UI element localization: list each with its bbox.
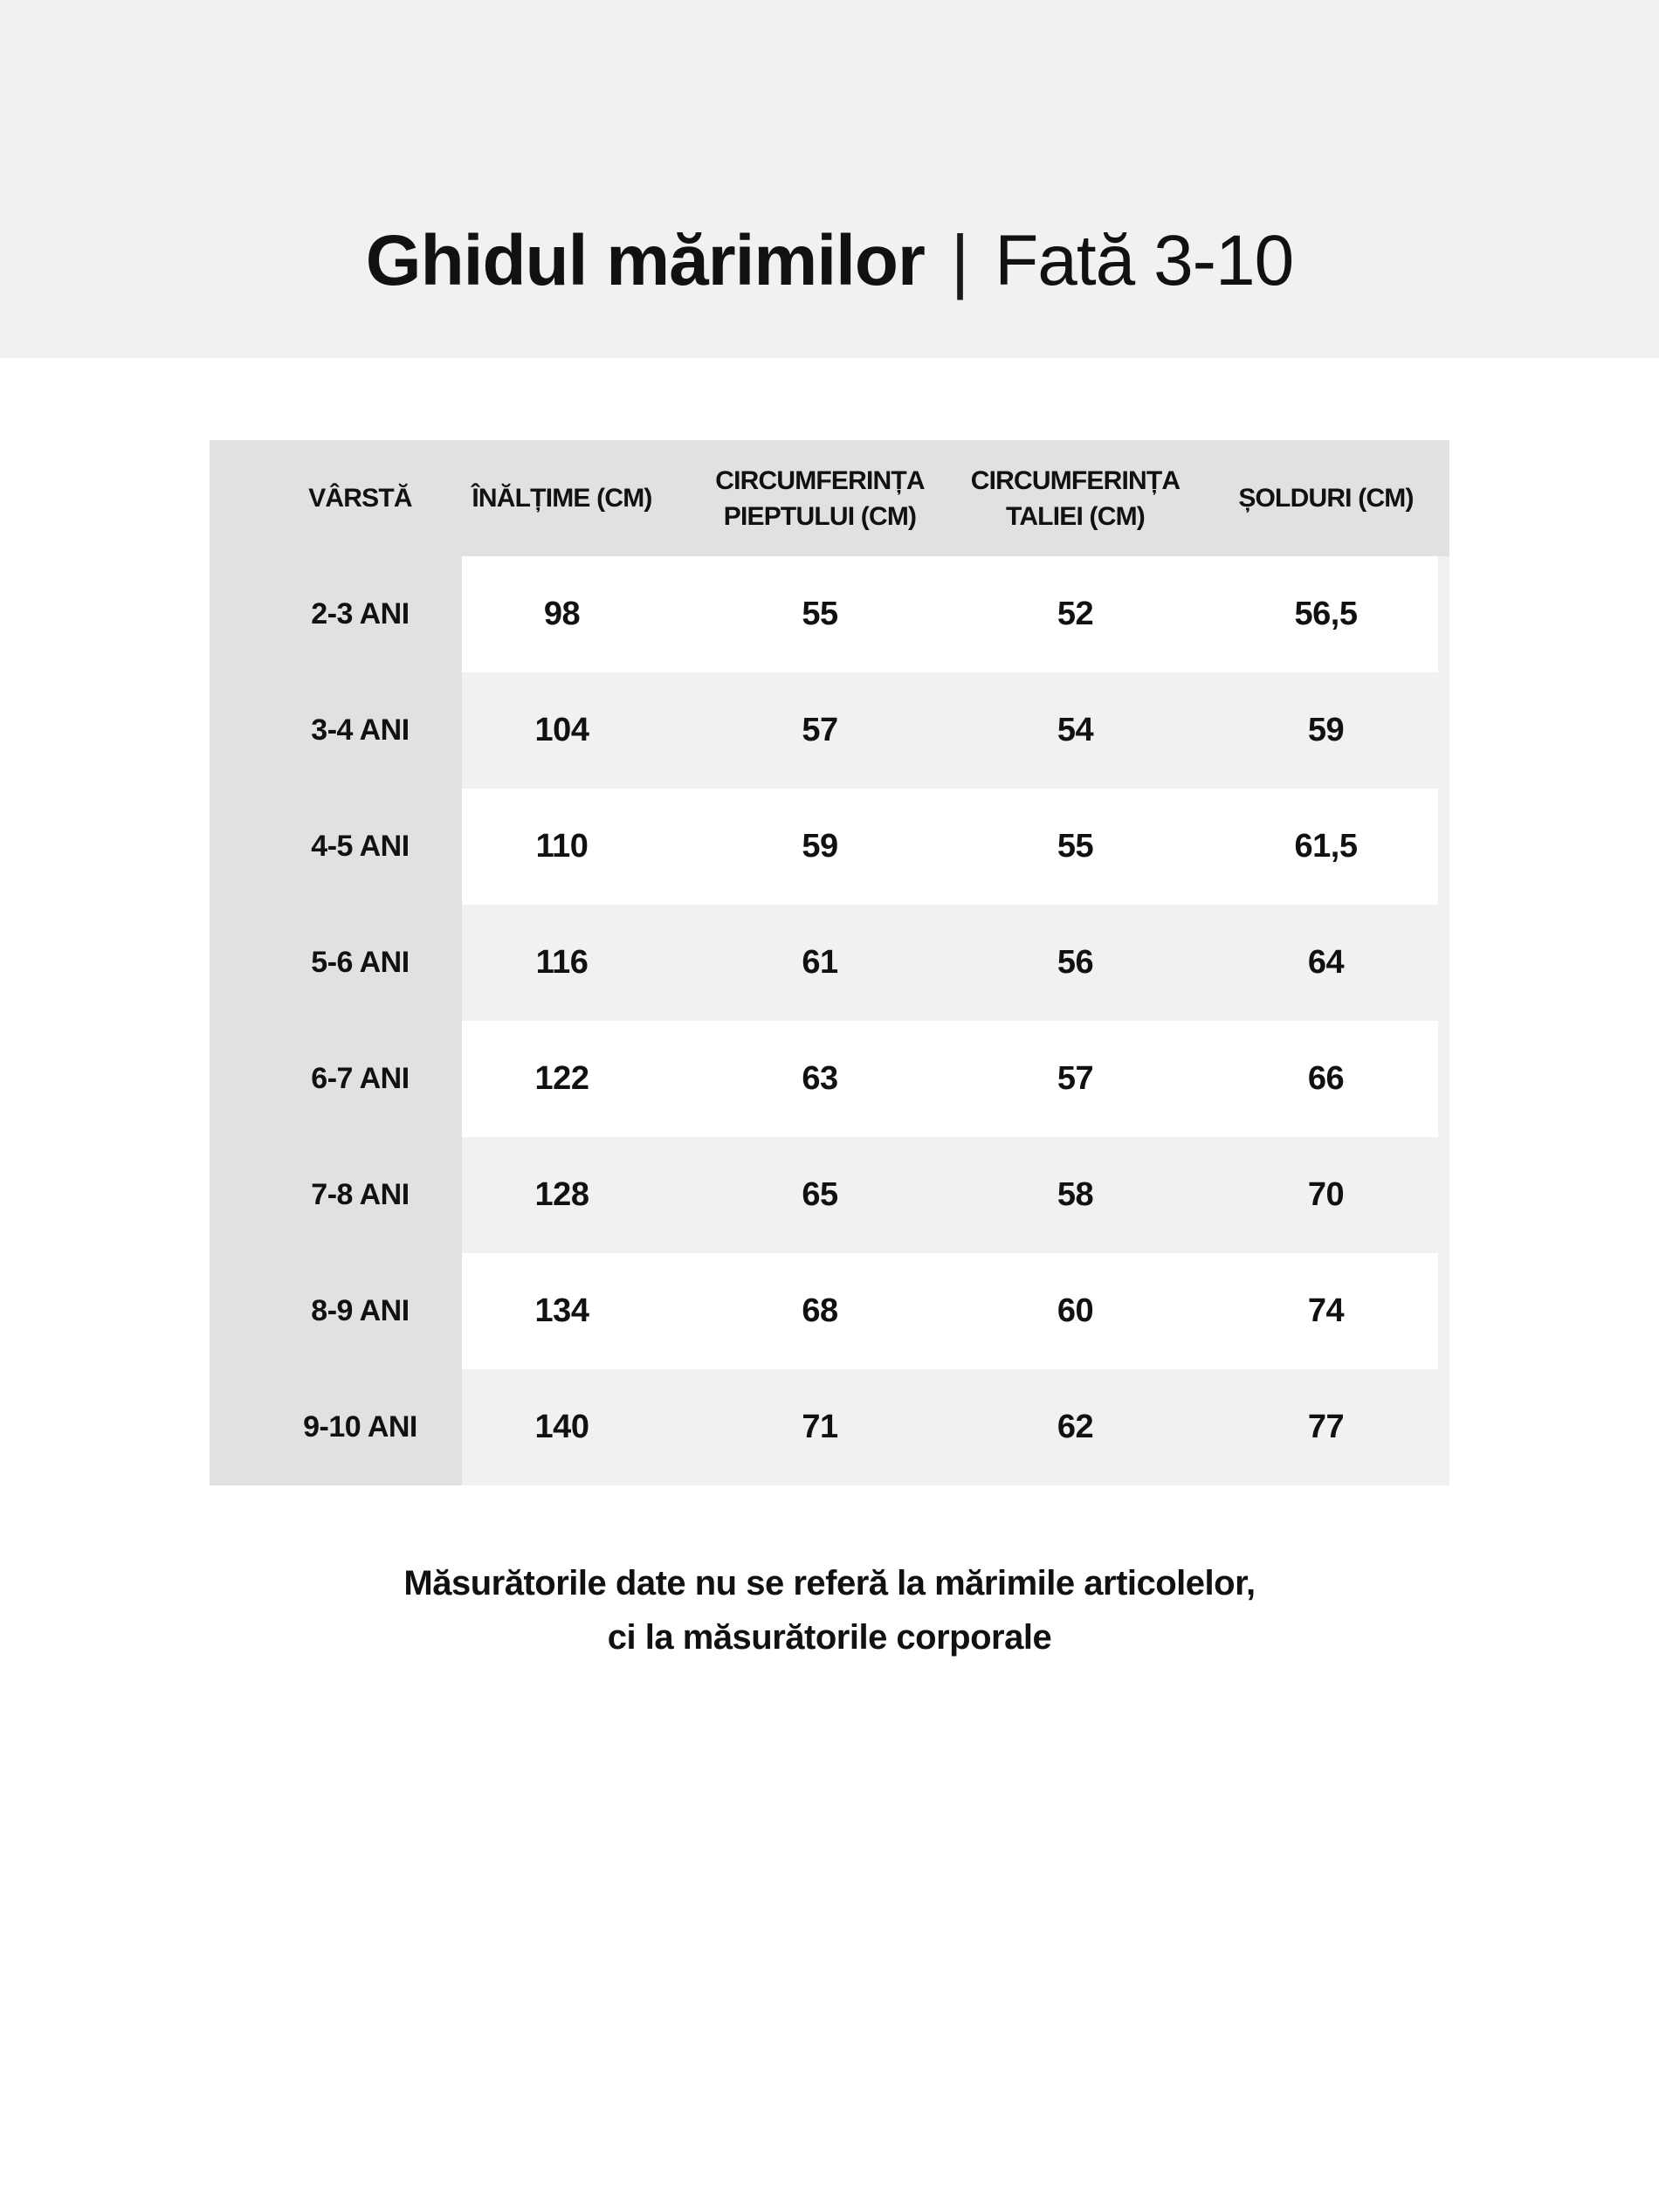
age-cell: 7-8 ANI (210, 1137, 462, 1253)
table-row (210, 556, 1449, 672)
hips-cell: 59 (1202, 672, 1449, 789)
waist-cell: 56 (948, 905, 1202, 1021)
waist-cell: 52 (948, 556, 1202, 672)
col-header-waist: CIRCUMFERINȚA TALIEI (CM) (970, 465, 1181, 531)
height-cell: 110 (462, 789, 692, 905)
chest-cell: 59 (692, 789, 948, 905)
page-title-sub: Fată 3-10 (995, 221, 1294, 300)
hips-cell: 74 (1202, 1253, 1449, 1369)
hips-cell: 77 (1202, 1369, 1449, 1485)
hips-cell: 64 (1202, 905, 1449, 1021)
age-cell: 4-5 ANI (210, 789, 462, 905)
chest-cell: 55 (692, 556, 948, 672)
hips-cell: 70 (1202, 1137, 1449, 1253)
table-row (210, 1369, 1449, 1485)
age-cell: 5-6 ANI (210, 905, 462, 1021)
page-title-separator: | (950, 221, 969, 300)
chest-cell: 57 (692, 672, 948, 789)
col-header-chest: CIRCUMFERINȚA PIEPTULUI (CM) (715, 465, 925, 531)
hips-cell: 66 (1202, 1021, 1449, 1137)
col-header-age: VÂRSTĂ (308, 484, 412, 513)
table-header-row (210, 440, 1449, 556)
waist-cell: 55 (948, 789, 1202, 905)
chest-cell: 65 (692, 1137, 948, 1253)
waist-cell: 54 (948, 672, 1202, 789)
chest-cell: 61 (692, 905, 948, 1021)
waist-cell: 58 (948, 1137, 1202, 1253)
table-row (210, 1021, 1449, 1137)
page-title (0, 221, 1659, 300)
page-title-main: Ghidul mărimilor (365, 221, 925, 300)
size-table (210, 440, 1449, 1485)
age-cell: 8-9 ANI (210, 1253, 462, 1369)
note-line-1: Măsurătorile date nu se referă la mărimile articolelor, (403, 1564, 1256, 1602)
height-cell: 122 (462, 1021, 692, 1137)
table-row (210, 789, 1449, 905)
table-body (210, 556, 1449, 1485)
col-header-height: ÎNĂLȚIME (CM) (472, 484, 652, 513)
chest-cell: 68 (692, 1253, 948, 1369)
age-cell: 3-4 ANI (210, 672, 462, 789)
height-cell: 116 (462, 905, 692, 1021)
height-cell: 140 (462, 1369, 692, 1485)
table-row (210, 672, 1449, 789)
note (0, 1556, 1659, 1664)
age-cell: 2-3 ANI (210, 556, 462, 672)
chest-cell: 71 (692, 1369, 948, 1485)
waist-cell: 57 (948, 1021, 1202, 1137)
height-cell: 128 (462, 1137, 692, 1253)
height-cell: 104 (462, 672, 692, 789)
age-cell: 6-7 ANI (210, 1021, 462, 1137)
hips-cell: 61,5 (1202, 789, 1449, 905)
note-line-2: ci la măsurătorile corporale (607, 1618, 1052, 1657)
table-row (210, 905, 1449, 1021)
hero-band (0, 0, 1659, 358)
waist-cell: 60 (948, 1253, 1202, 1369)
table-row (210, 1137, 1449, 1253)
table-row (210, 1253, 1449, 1369)
height-cell: 134 (462, 1253, 692, 1369)
hips-cell: 56,5 (1202, 556, 1449, 672)
height-cell: 98 (462, 556, 692, 672)
chest-cell: 63 (692, 1021, 948, 1137)
col-header-hips: ȘOLDURI (CM) (1238, 484, 1414, 513)
age-cell: 9-10 ANI (210, 1369, 462, 1485)
waist-cell: 62 (948, 1369, 1202, 1485)
